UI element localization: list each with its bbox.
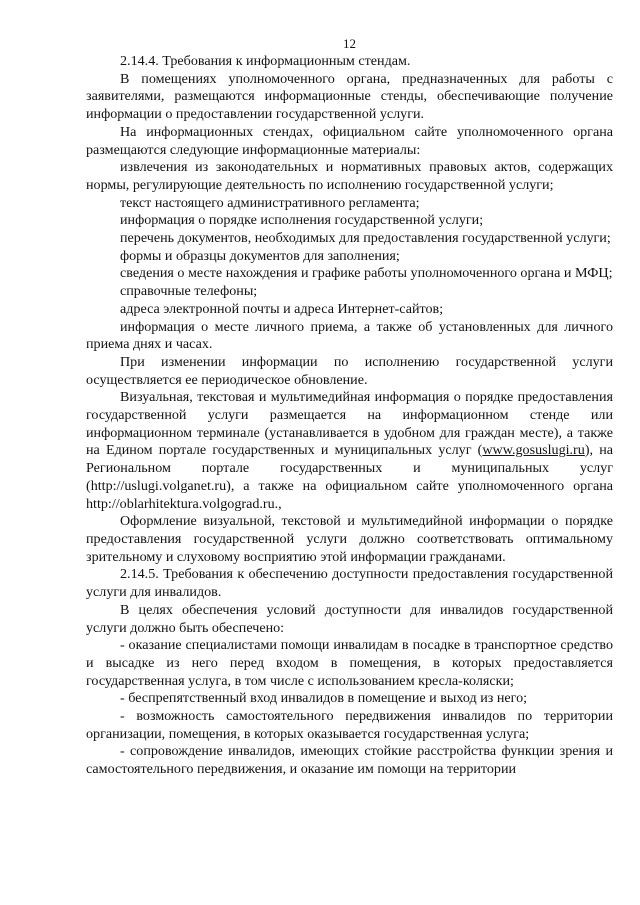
paragraph-info-design: Оформление визуальной, текстовой и мультимедийной информации о порядке предоставления государственной услуги должно соответствовать оптимальному зрительному и слуховому восприятию этой информации гражданами. xyxy=(86,513,613,565)
paragraph-materials-intro: На информационных стендах, официальном сайте уполномоченного органа размещаются следующие информационные материалы: xyxy=(86,123,613,158)
paragraph-updates: При изменении информации по исполнению государственной услуги осуществляется ее периодическое обновление. xyxy=(86,353,613,388)
list-item-phones: справочные телефоны; xyxy=(120,283,258,300)
list-item-service-procedure: информация о порядке исполнения государственной услуги; xyxy=(120,212,484,229)
paragraph-accessibility-intro: В целях обеспечения условий доступности для инвалидов государственной услуги должно быть обеспечено: xyxy=(86,601,613,636)
paragraph-visual-info xyxy=(86,389,613,513)
list-item-independent-movement: - возможность самостоятельного передвижения инвалидов по территории организации, помещения, в которых оказывается государственная услуга; xyxy=(86,708,613,742)
section-heading-2-14-4: 2.14.4. Требования к информационным стендам. xyxy=(120,53,411,69)
paragraph-stands-placement: В помещениях уполномоченного органа, предназначенных для работы с заявителями, размещаются информационные стенды, обеспечивающие получение информации о предоставлении государственной услуги. xyxy=(86,70,613,123)
list-item-boarding-help: - оказание специалистами помощи инвалидам в посадке в транспортное средство и высадке из него перед входом в помещения, в которых предоставляется государственная услуга, в том числе с использованием кресла-коляски; xyxy=(86,637,613,689)
list-item-reception-info: информация о месте личного приема, а также об установленных для личного приема днях и часах. xyxy=(86,318,613,353)
gosuslugi-link[interactable]: www.gosuslugi.ru xyxy=(482,442,585,459)
document-body xyxy=(86,53,613,779)
list-item-escort: - сопровождение инвалидов, имеющих стойкие расстройства функции зрения и самостоятельного передвижения, и оказание им помощи на территории xyxy=(86,743,613,778)
list-item-legal-extracts: извлечения из законодательных и нормативных правовых актов, содержащих нормы, регулирующие деятельность по исполнению государственной услуги; xyxy=(86,159,613,193)
list-item-location-schedule: сведения о месте нахождения и графике работы уполномоченного органа и МФЦ; xyxy=(120,265,613,282)
list-item-documents-list: перечень документов, необходимых для предоставления государственной услуги; xyxy=(120,230,611,247)
page-number: 12 xyxy=(343,36,356,51)
visual-info-text-before: Визуальная, текстовая и мультимедийная информация о порядке предоставления государственной услуги размещается на информационном стенде или информационном терминале (устанавливается в удобном для граждан месте), а также на Едином портале государственных и муниципальных услуг ( xyxy=(86,389,613,459)
list-item-forms-samples: формы и образцы документов для заполнения; xyxy=(120,247,400,264)
section-heading-2-14-5: 2.14.5. Требования к обеспечению доступности предоставления государственной услуги для инвалидов. xyxy=(86,566,613,601)
visual-info-text-after: ), на Региональном портале государственных и муниципальных услуг (http://uslugi.volganet.ru), а также на официальном сайте уполномоченного органа http://oblarhitektura.volgograd.ru., xyxy=(86,442,613,512)
list-item-emails-sites: адреса электронной почты и адреса Интернет-сайтов; xyxy=(120,300,444,317)
list-item-free-entry: - беспрепятственный вход инвалидов в помещение и выход из него; xyxy=(120,690,528,707)
list-item-regulation-text: текст настоящего административного регламента; xyxy=(120,194,420,211)
